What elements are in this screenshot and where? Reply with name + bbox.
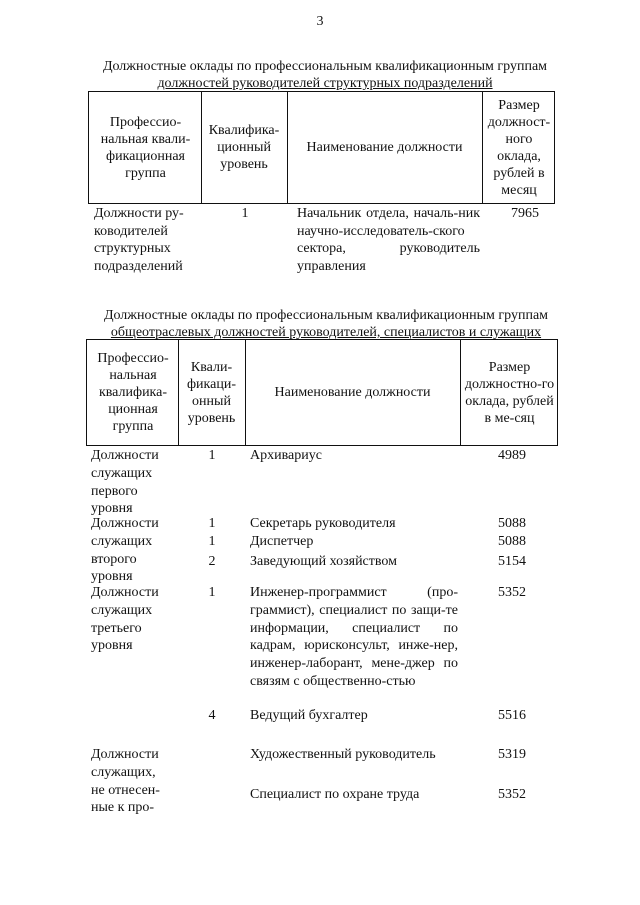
table2-group-second: Должности служащих второго уровня (91, 516, 159, 585)
table1-header-position: Наименование должности (306, 140, 463, 155)
table1-header-level: Квалифика-ционный уровень (208, 123, 280, 172)
table2-group-third: Должности служащих третьего уровня (91, 585, 159, 654)
table2-row-salary: 5516 (498, 708, 526, 723)
table1-title-line1: Должностные оклады по профессиональным квалификационным группам (102, 59, 548, 74)
table2-row-position: Секретарь руководителя (250, 516, 396, 531)
table2-row-position: Художественный руководитель (250, 747, 436, 762)
table2-title (56, 307, 596, 341)
table2-header (86, 339, 558, 446)
table1-header (88, 91, 555, 204)
table2-header-level: Квали-фикаци-онный уровень (186, 359, 236, 426)
table1-row-level: 1 (241, 206, 249, 221)
table2-group-other: Должности служащих, не отнесен-ные к про- (91, 747, 160, 816)
table1-row-salary: 7965 (511, 206, 539, 221)
table1-header-salary: Размер должност-ного оклада, рублей в месяц (487, 97, 551, 198)
table2-row-salary: 4989 (498, 448, 526, 463)
table2-header-position: Наименование должности (274, 385, 431, 400)
table2-row-salary: 5352 (498, 787, 526, 802)
table2-row-level: 4 (208, 708, 216, 723)
table2-row-position: Диспетчер (250, 534, 314, 549)
table2-row-position: Ведущий бухгалтер (250, 708, 368, 723)
table1-row-position: Начальник отдела, началь-ник научно-исследователь-ского сектора, руководитель управления (297, 206, 480, 274)
page-number: 3 (316, 14, 324, 29)
table2-row-salary: 5319 (498, 747, 526, 762)
table2-row-level: 1 (208, 585, 216, 600)
table1-header-group: Профессио-нальная квали-фикационная группа (100, 114, 191, 181)
table2-row-salary: 5088 (498, 534, 526, 549)
table2-row-position: Инженер-программист (про-граммист), специалист по защи-те информации, специалист по кадрам, юрисконсульт, инже-нер, инженер-лаборант, мене-джер по связям с общественно-стью (250, 585, 458, 689)
table2-row-level: 1 (208, 448, 216, 463)
table2-row-level: 1 (208, 534, 216, 549)
table2-header-salary: Размер должностно-го оклада, рублей в ме-сяц (464, 359, 555, 426)
table2-row-level: 1 (208, 516, 216, 531)
table2-title-line1: Должностные оклады по профессиональным квалификационным группам (103, 308, 549, 323)
table2-row-salary: 5352 (498, 585, 526, 600)
table2-row-level: 2 (208, 554, 216, 569)
table2-row-position: Специалист по охране труда (250, 787, 420, 802)
table1-title-line2: должностей руководителей структурных подразделений (157, 76, 493, 91)
table2-row-salary: 5088 (498, 516, 526, 531)
table2-row-salary: 5154 (498, 554, 526, 569)
table1-row-group: Должности ру-ководителей структурных подразделений (94, 206, 184, 274)
table2-row-position: Архивариус (250, 448, 322, 463)
table2-row-position: Заведующий хозяйством (250, 554, 397, 569)
table1-title (60, 58, 590, 92)
table2-title-line2: общеотраслевых должностей руководителей, специалистов и служащих (110, 325, 542, 340)
table2-group-first: Должности служащих первого уровня (91, 448, 159, 517)
table2-header-group: Профессио-нальная квалифика-ционная группа (97, 351, 169, 434)
